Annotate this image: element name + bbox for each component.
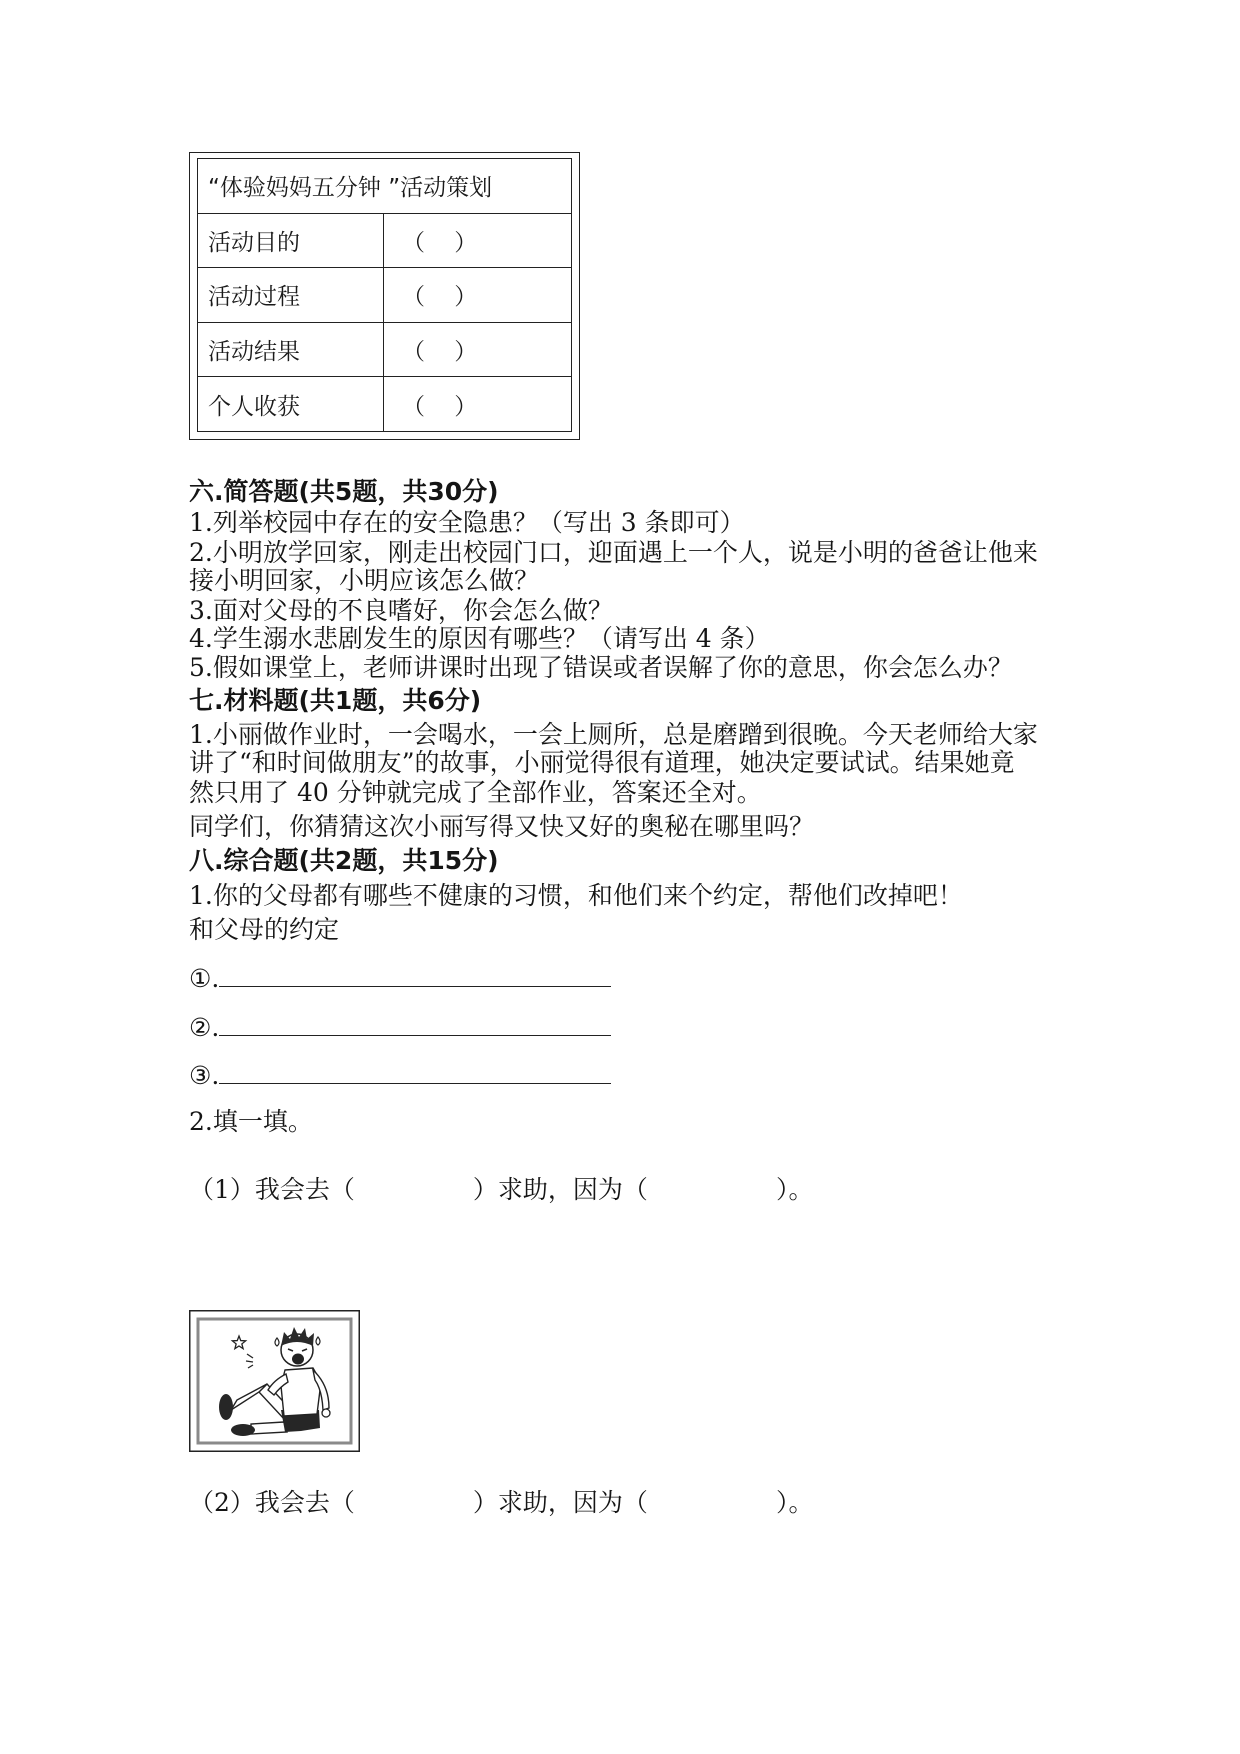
- plan-table-row: [198, 213, 572, 268]
- plan-table-title: “体验妈妈五分钟 ”活动策划: [198, 159, 572, 214]
- crying-child-illustration: [189, 1310, 360, 1452]
- plan-table-row: [198, 377, 572, 432]
- plan-row-answer-blank: （ ）: [384, 213, 572, 268]
- agreement-item-3: [189, 1061, 611, 1090]
- answer-blank: [648, 1501, 776, 1511]
- fill-text-after: ）。: [775, 1175, 814, 1204]
- material-question: 同学们，你猜猜这次小丽写得又快又好的奥秘在哪里吗？: [189, 812, 815, 841]
- section-7-heading: 七.材料题(共1题，共6分): [189, 686, 482, 715]
- question-6-3: 3.面对父母的不良嗜好，你会怎么做？: [189, 596, 613, 625]
- plan-row-answer-blank: （ ）: [384, 377, 572, 432]
- plan-row-answer-blank: （ ）: [384, 322, 572, 377]
- question-6-4: 4.学生溺水悲剧发生的原因有哪些？（请写出 4 条）: [189, 624, 770, 653]
- plan-row-label: 活动过程: [198, 268, 384, 323]
- plan-table-row: [198, 268, 572, 323]
- agreement-item-number: ①.: [189, 964, 220, 993]
- plan-row-label: 个人收获: [198, 377, 384, 432]
- fill-text-middle: ）求助，因为（: [472, 1488, 648, 1517]
- answer-blank: [355, 1501, 473, 1511]
- question-6-2-line-2: 接小明回家，小明应该怎么做？: [189, 566, 540, 595]
- answer-underline: [219, 966, 611, 987]
- material-line-3: 然只用了 40 分钟就完成了全部作业，答案还全对。: [189, 778, 762, 807]
- material-line-2: 讲了“和时间做朋友”的故事，小丽觉得很有道理，她决定要试试。结果她竟: [189, 748, 1015, 777]
- plan-table-row: [198, 322, 572, 377]
- fill-text-before: （2）我会去（: [189, 1488, 355, 1517]
- section-6-heading: 六.简答题(共5题，共30分): [189, 477, 499, 506]
- plan-table-header-row: [198, 159, 572, 214]
- question-6-1: 1.列举校园中存在的安全隐患？（写出 3 条即可）: [189, 508, 745, 537]
- agreement-item-number: ②.: [189, 1013, 220, 1042]
- agreement-item-1: [189, 964, 611, 993]
- question-6-2-line-1: 2.小明放学回家，刚走出校园门口，迎面遇上一个人，说是小明的爸爸让他来: [189, 538, 1038, 567]
- answer-blank: [648, 1188, 776, 1198]
- plan-row-label: 活动目的: [198, 213, 384, 268]
- activity-plan-table: [197, 158, 572, 432]
- fill-blank-line-2: [189, 1488, 813, 1517]
- fill-text-after: ）。: [775, 1488, 814, 1517]
- question-8-1-prompt: 1.你的父母都有哪些不健康的习惯，和他们来个约定，帮他们改掉吧！: [189, 881, 963, 910]
- fill-blank-line-1: [189, 1175, 813, 1204]
- agreement-item-number: ③.: [189, 1061, 220, 1090]
- question-8-2-prompt: 2.填一填。: [189, 1107, 313, 1136]
- answer-underline: [219, 1015, 611, 1036]
- answer-blank: [355, 1188, 473, 1198]
- agreement-subtitle: 和父母的约定: [189, 915, 340, 944]
- question-6-5: 5.假如课堂上，老师讲课时出现了错误或者误解了你的意思，你会怎么办？: [189, 653, 1013, 682]
- plan-row-answer-blank: （ ）: [384, 268, 572, 323]
- answer-underline: [219, 1063, 611, 1084]
- section-8-heading: 八.综合题(共2题，共15分): [189, 846, 499, 875]
- activity-plan-box: [189, 152, 580, 440]
- fill-text-before: （1）我会去（: [189, 1175, 355, 1204]
- plan-row-label: 活动结果: [198, 322, 384, 377]
- agreement-item-2: [189, 1013, 611, 1042]
- fill-text-middle: ）求助，因为（: [472, 1175, 648, 1204]
- material-line-1: 1.小丽做作业时，一会喝水，一会上厕所，总是磨蹭到很晚。今天老师给大家: [189, 720, 1038, 749]
